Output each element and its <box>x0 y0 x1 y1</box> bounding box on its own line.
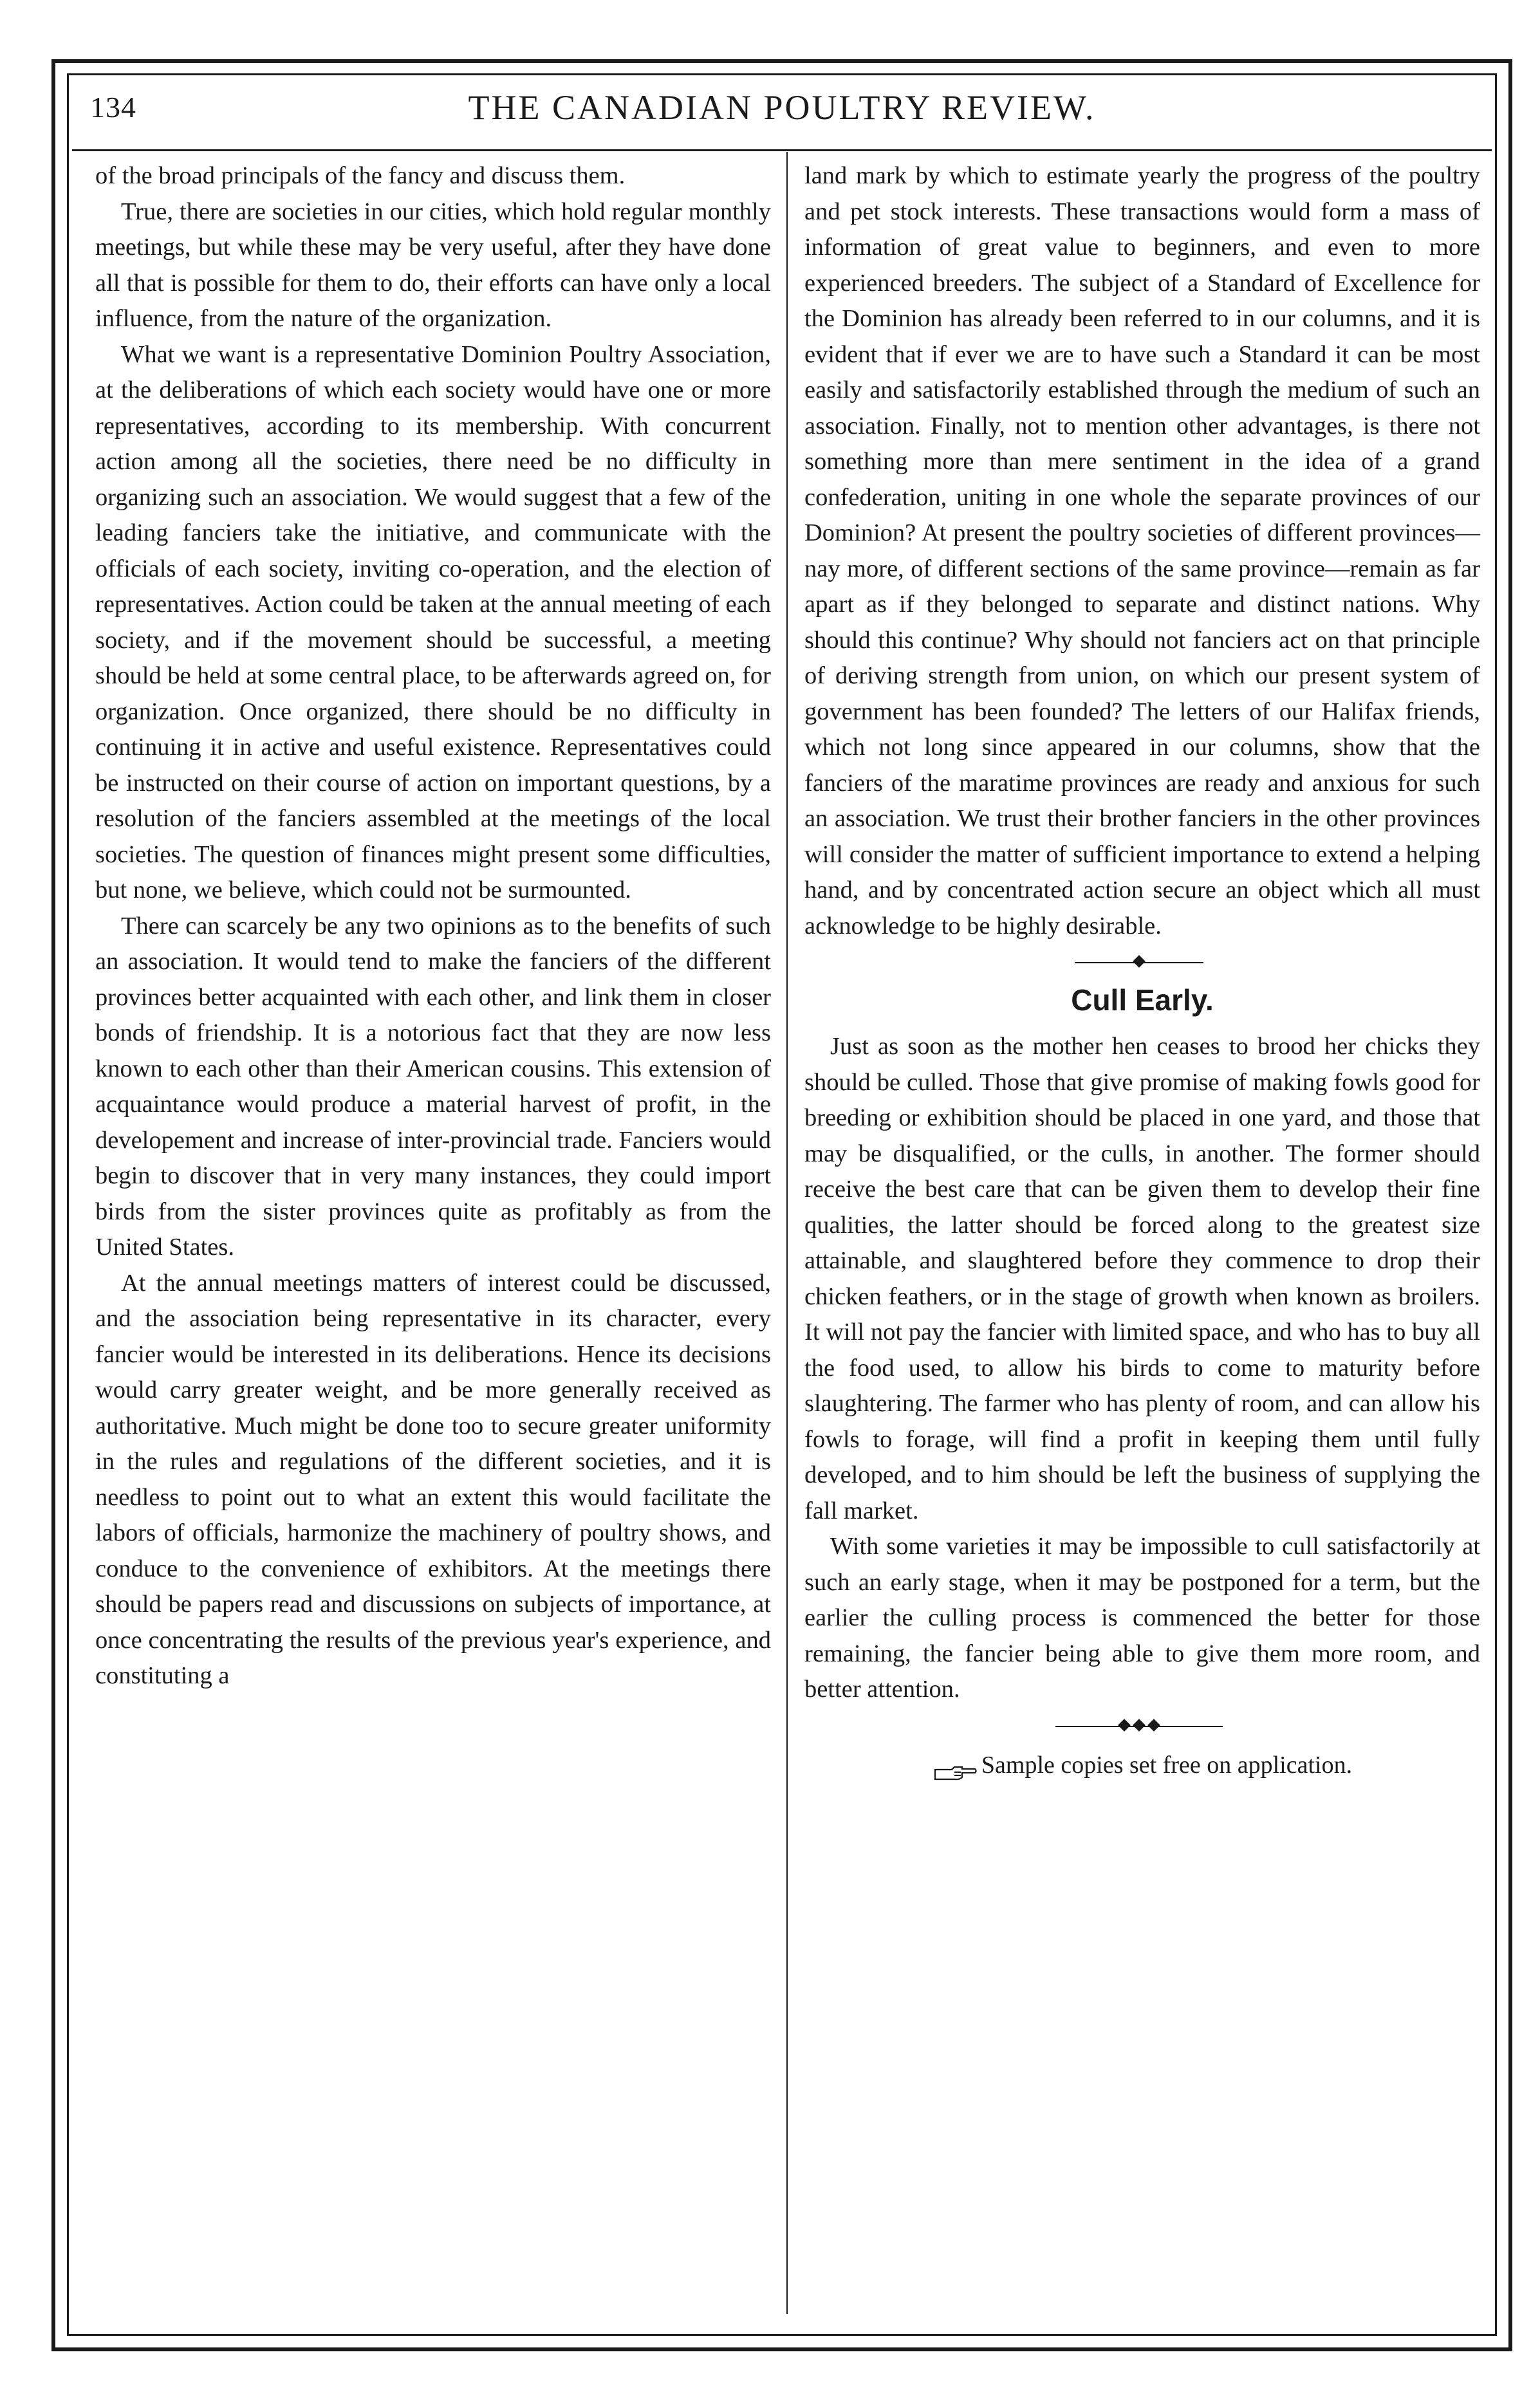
end-ornament <box>804 1712 1480 1741</box>
article-paragraph: land mark by which to estimate yearly the progress of the poultry and pet stock interests. These transactions would form a mass of information of great value to beginners, and even to more experienced breeders. The subject of a Standard of Excellence for the Dominion has already been referred to in our columns, and it is evident that if ever we are to have such a Standard it can be most easily and satisfactorily established through the medium of such an association. Finally, not to mention other advantages, is there not something more than mere sentiment in the idea of a grand confederation, uniting in one whole the separate provinces of our Dominion? At present the poultry societies of different provinces—nay more, of different sections of the same province—remain as far apart as if they belonged to separate and distinct nations. Why should this continue? Why should not fanciers act on that principle of deriving strength from union, on which our present system of government has been founded? The letters of our Halifax friends, which not long since appeared in our columns, show that the fanciers of the maratime provinces are ready and anxious for such an association. We trust their brother fanciers in the other provinces will consider the matter of sufficient importance to extend a helping hand, and by concentrated action secure an object which all must acknowledge to be highly desirable. <box>804 162 1480 939</box>
article-paragraph: of the broad principals of the fancy and discuss them. <box>95 162 626 189</box>
notice-text: Sample copies set free on application. <box>981 1751 1353 1779</box>
article-paragraph: True, there are societies in our cities, which hold regular monthly meetings, but while these may be very useful, after they have done all that is possible for them to do, their efforts can have only a local influence, from the nature of the organization. <box>95 198 771 332</box>
left-column <box>95 158 771 1694</box>
pointing-hand-icon <box>932 1757 978 1777</box>
sample-copies-notice <box>804 1748 1480 1783</box>
article-paragraph: What we want is a representative Dominion Poultry Association, at the deliberations of which each society would have one or more representatives, according to its membership. With concurrent action among all the societies, there need be no difficulty in organizing such an association. We would suggest that a few of the leading fanciers take the initiative, and communicate with the officials of each society, inviting co-operation, and the election of representatives. Action could be taken at the annual meeting of each society, and if the movement should be successful, a meeting should be held at some central place, to be afterwards agreed on, for organization. Once organized, there should be no difficulty in continuing it in active and useful existence. Representatives could be instructed on their course of action on important questions, by a resolution of the fanciers assembled at the meetings of the local societies. The question of finances might present some difficulties, but none, we believe, which could not be surmounted. <box>95 340 771 903</box>
column-divider <box>786 152 788 2314</box>
article-paragraph: With some varieties it may be impossible to cull satisfactorily at such an early stage, when it may be postponed for a term, but the earlier the culling process is commenced the better for those remaining, the fancier being able to give them more room, and better attention. <box>804 1533 1480 1703</box>
ornament-diamond <box>1133 955 1146 968</box>
ornament-diamond <box>1118 1719 1131 1732</box>
article-paragraph: At the annual meetings matters of interest could be discussed, and the association being representative in its character, every fancier would be interested in its deliberations. Hence its decisions would carry greater weight, and be more generally received as authoritative. Much might be done too to secure greater uniformity in the rules and regulations of the different societies, and it is needless to point out to what an extent this would facilitate the labors of officials, harmonize the machinery of poultry shows, and conduce to the convenience of exhibitors. At the meetings there should be papers read and discussions on subjects of importance, at once concentrating the results of the previous year's experience, and constituting a <box>95 1269 771 1689</box>
running-title: THE CANADIAN POULTRY REVIEW. <box>468 88 1096 127</box>
right-column <box>804 158 1480 1783</box>
section-ornament <box>804 948 1480 977</box>
ornament-diamond <box>1133 1719 1146 1732</box>
article-paragraph: Just as soon as the mother hen ceases to brood her chicks they should be culled. Those that give promise of making fowls good for breeding or exhibition should be placed in one yard, and those that may be disqualified, or the culls, in another. The former should receive the best care that can be given them to develop their fine qualities, the latter should be forced along to the greatest size attainable, and slaughtered before they commence to drop their chicken feathers, or in the stage of growth when known as broilers. It will not pay the fancier with limited space, and who has to buy all the food used, to allow his birds to come to maturity before slaughtering. The farmer who has plenty of room, and can allow his fowls to forage, will find a profit in keeping them until fully developed, and to him should be left the business of supplying the fall market. <box>804 1033 1480 1524</box>
page-number: 134 <box>90 91 136 124</box>
section-heading: Cull Early. <box>1071 983 1214 1017</box>
ornament-diamond <box>1147 1719 1160 1732</box>
header-rule <box>72 149 1492 151</box>
page-header <box>90 84 1474 142</box>
article-paragraph: There can scarcely be any two opinions as to the benefits of such an association. It would tend to make the fanciers of the different provinces better acquainted with each other, and link them in closer bonds of friendship. It is a notorious fact that they are now less known to each other than their American cousins. This extension of acquaintance would produce a material harvest of profit, in the developement and increase of inter-provincial trade. Fanciers would begin to discover that in very many instances, they could import birds from the sister provinces quite as profitably as from the United States. <box>95 912 771 1261</box>
